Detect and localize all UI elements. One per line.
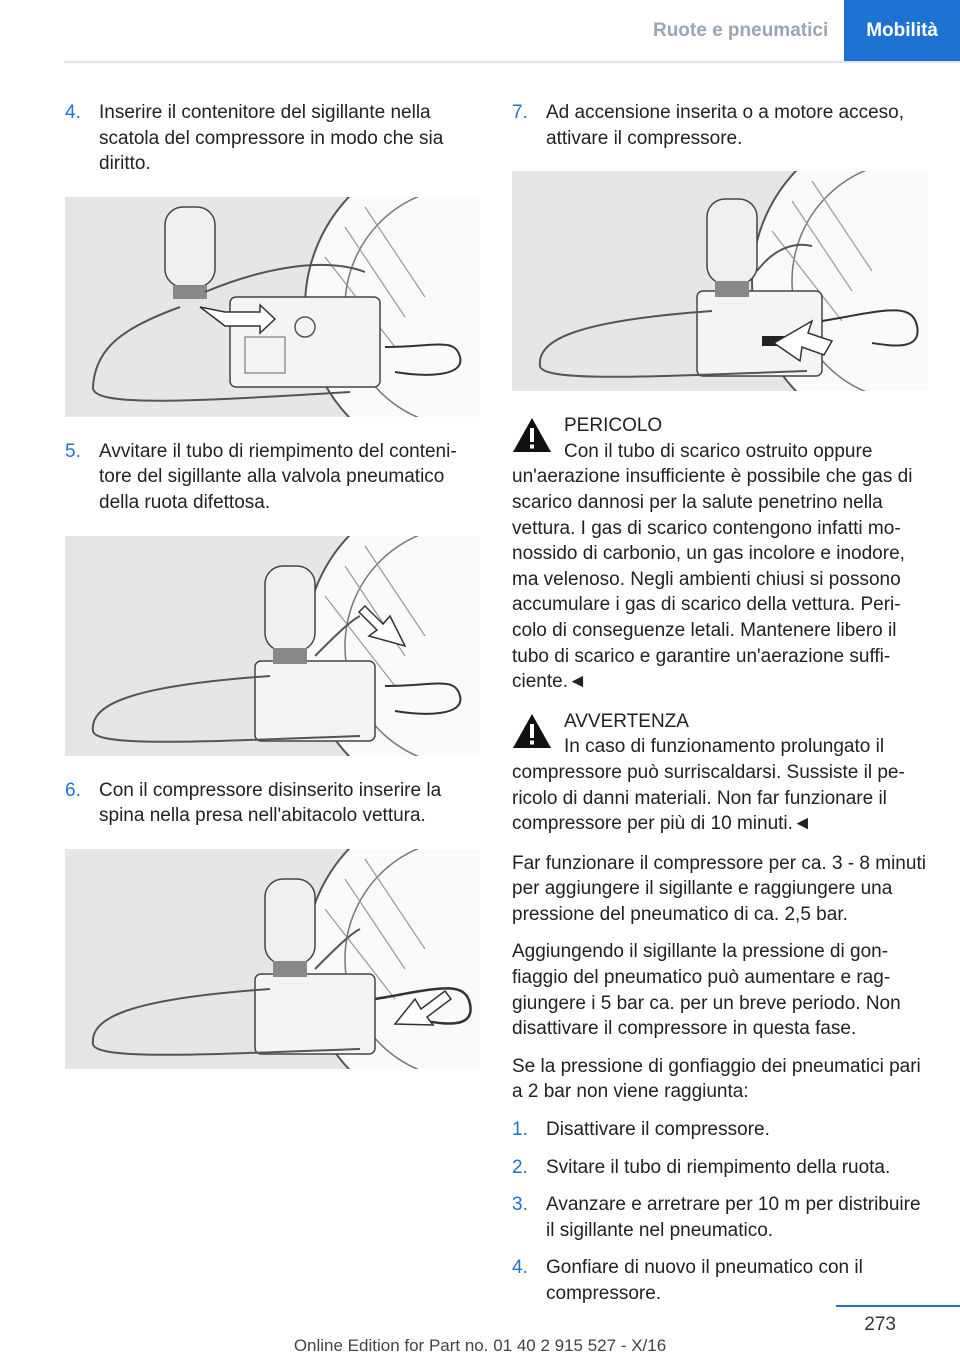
left-column: [65, 100, 480, 1091]
compressor-illustration: [65, 536, 480, 756]
figure-activate-compressor: [512, 171, 928, 391]
step-number: 5.: [65, 440, 81, 462]
step-text: Avvitare il tubo di riempimento del contenitore del sigillante alla valvola pneumatico della ruota difettosa.: [99, 440, 457, 513]
figure-insert-container: [65, 197, 480, 417]
paragraph: Far funzionare il compressore per ca. 3 - 8 minuti per aggiungere il sigillante e raggiungere una pressione del pneumatico di ca. 2,5 bar.: [512, 852, 926, 925]
compressor-illustration: [65, 197, 480, 417]
sub-step-3: [512, 1192, 928, 1243]
compressor-illustration: [65, 849, 480, 1069]
step-number: 4.: [512, 1257, 528, 1279]
step-6: [65, 778, 480, 829]
step-5: [65, 439, 480, 516]
step-4: [65, 100, 480, 177]
step-number: 7.: [512, 102, 528, 123]
step-number: 2.: [512, 1156, 528, 1178]
warning-triangle-icon: [512, 713, 552, 749]
edition-footer: Online Edition for Part no. 01 40 2 915 527 - X/16: [293, 1336, 667, 1355]
step-7: [512, 100, 928, 151]
step-number: 4.: [65, 102, 81, 123]
notice-body: Con il tubo di scarico ostruito oppure un'aerazione insufficiente è possibile che gas di scarico dannosi per la salute penetrino nella vettura. I gas di scarico contengono infatti monossido di carbonio, un gas incolore e inodore, ma velenoso. Negli ambienti chiusi si possono accumulare i gas di scarico della vettura. Pericolo di conseguenze letali. Mantenere libero il tubo di scarico e garantire un'aerazione sufficiente.◄: [512, 440, 913, 693]
figure-screw-hose: [65, 536, 480, 756]
step-text: Svitare il tubo di riempimento della ruota.: [546, 1156, 891, 1178]
step-text: Inserire il contenitore del sigillante nella scatola del compressore in modo che sia diritto.: [99, 102, 444, 175]
sub-step-4: [512, 1255, 928, 1306]
notice-title: PERICOLO: [564, 415, 663, 437]
danger-notice: [512, 413, 928, 695]
paragraph: Aggiungendo il sigillante la pressione di gonfiaggio del pneumatico può aumentare e raggiungere i 5 bar ca. per un breve periodo. Non disattivare il compressore in questa fase.: [512, 941, 901, 1040]
sub-step-1: [512, 1117, 928, 1143]
figure-plug-socket: [65, 849, 480, 1069]
sub-step-2: [512, 1155, 928, 1181]
paragraph: Se la pressione di gonfiaggio dei pneumatici pari a 2 bar non viene raggiunta:: [512, 1055, 921, 1103]
step-text: Gonfiare di nuovo il pneumatico con il compressore.: [546, 1257, 863, 1304]
notice-title: AVVERTENZA: [564, 710, 689, 732]
step-number: 6.: [65, 779, 81, 801]
step-number: 1.: [512, 1119, 528, 1141]
step-text: Ad accensione inserita o a motore acceso, attivare il compressore.: [546, 102, 905, 149]
footer-rule: [836, 1305, 960, 1307]
section-title: Ruote e pneumatici: [652, 20, 829, 41]
step-text: Avanzare e arretrare per 10 m per distribuire il sigillante nel pneumatico.: [546, 1194, 921, 1241]
notice-body: In caso di funzionamento prolungato il compressore può surriscaldarsi. Sussiste il pericolo di danni materiali. Non far funzionare il compressore per più di 10 minuti.◄: [512, 736, 905, 835]
warning-notice: [512, 709, 928, 837]
header-rule: [64, 61, 960, 63]
step-text: Con il compressore disinserito inserire la spina nella presa nell'abitacolo vettura.: [99, 779, 442, 827]
page-header: [637, 0, 960, 62]
step-text: Disattivare il compressore.: [546, 1119, 770, 1141]
step-number: 3.: [512, 1194, 528, 1216]
page-number: 273: [864, 1314, 896, 1335]
chapter-tab: Mobilità: [844, 0, 960, 62]
right-column: [512, 100, 928, 1319]
compressor-illustration: [512, 171, 928, 391]
warning-triangle-icon: [512, 417, 552, 453]
